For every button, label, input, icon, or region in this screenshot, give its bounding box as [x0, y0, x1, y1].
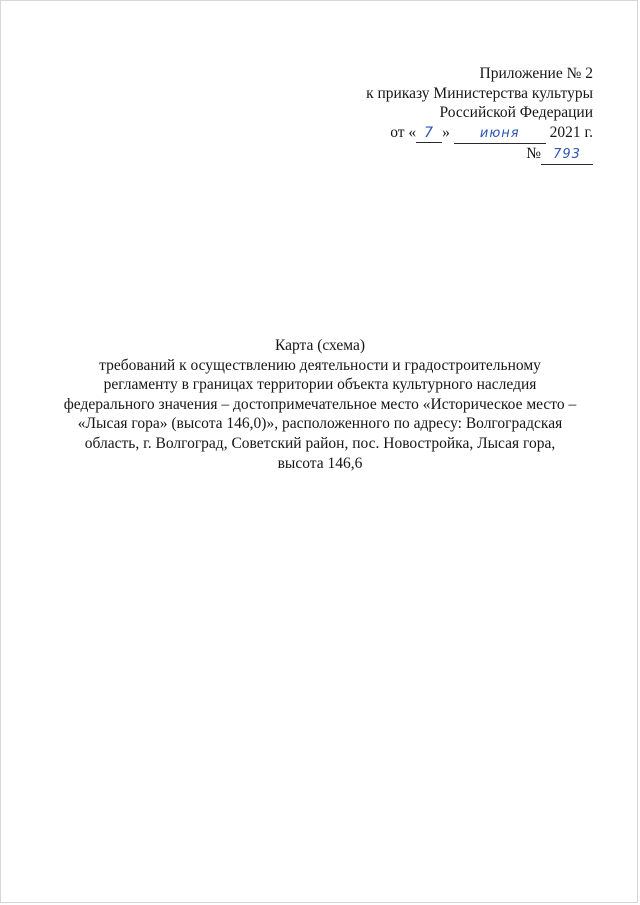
ministry-country: Российской Федерации [439, 104, 593, 121]
date-mid: » [442, 123, 450, 141]
handwritten-day: 7 [416, 127, 442, 143]
date-prefix: от « [390, 123, 417, 141]
title-line-3: регламенту в границах территории объекта культурного наследия [103, 376, 537, 394]
title-line-7: высота 146,6 [277, 454, 363, 472]
order-date-line [263, 123, 593, 144]
title-heading: Карта (схема) [274, 337, 366, 354]
title-line-2: требований к осуществлению деятельности и градостроительному [99, 356, 541, 374]
document-title [60, 336, 580, 473]
title-line-4: федерального значения – достопримечательное место «Историческое место – [63, 395, 577, 413]
appendix-number: Приложение № 2 [479, 65, 593, 82]
handwritten-month: июня [454, 128, 546, 144]
order-reference: к приказу Министерства культуры [366, 84, 593, 102]
date-year: 2021 г. [549, 123, 593, 141]
title-line-5: «Лысая гора» (высота 146,0)», расположенного по адресу: Волгоградская [77, 415, 563, 433]
number-prefix: № [526, 144, 541, 162]
title-line-6: область, г. Волгоград, Советский район, пос. Новостройка, Лысая гора, [84, 434, 556, 452]
handwritten-number: 793 [541, 149, 593, 165]
order-number-line [263, 144, 593, 165]
appendix-header [263, 64, 593, 165]
